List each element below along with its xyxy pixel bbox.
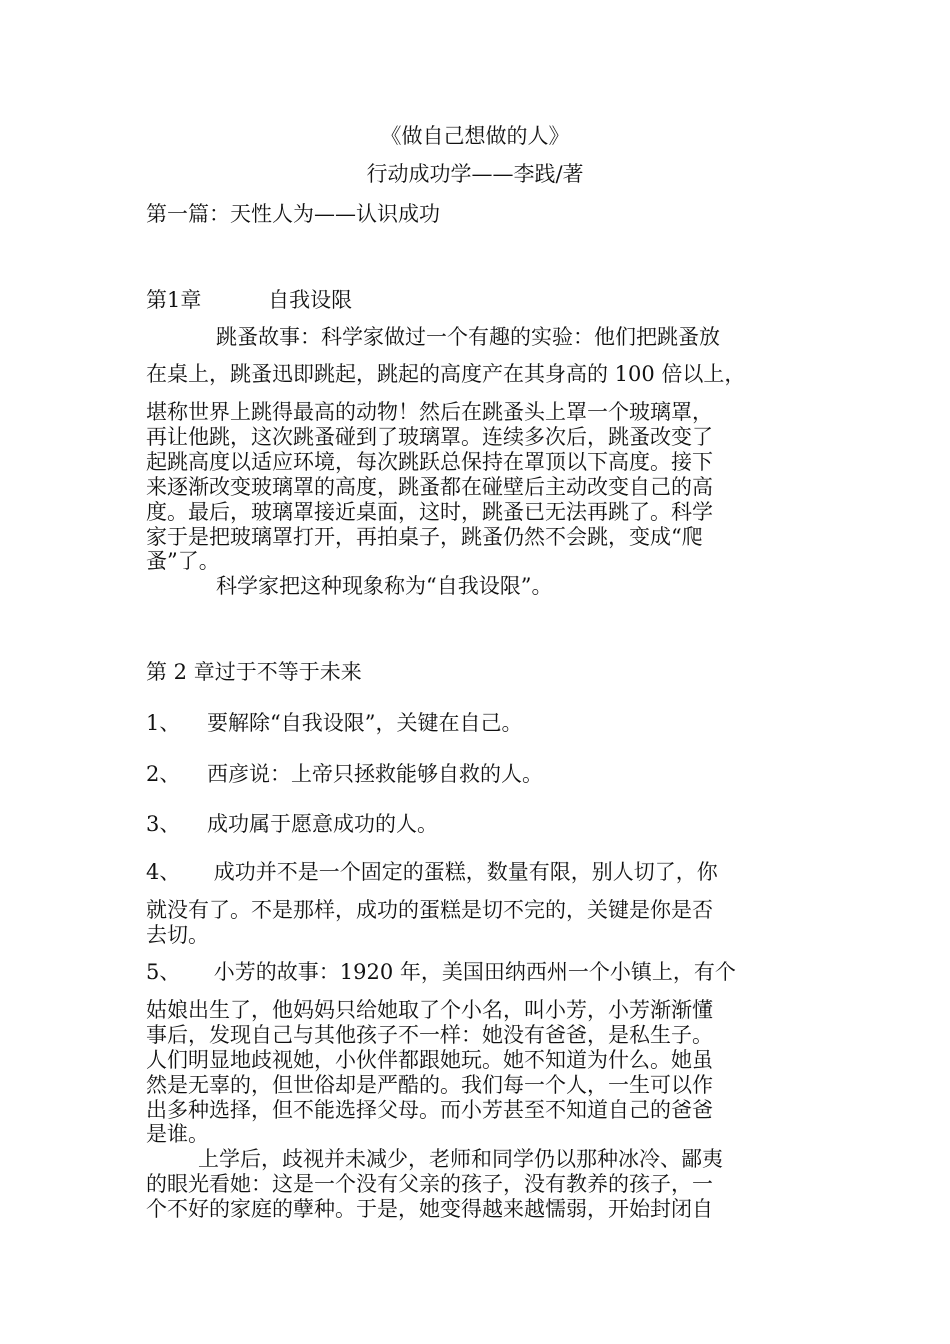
chapter1-story-line: 度。最后，玻璃罩接近桌面，这时，跳蚤已无法再跳了。科学 (146, 500, 713, 524)
list-item-4-line: 去切。 (146, 923, 209, 947)
list-item-5-line: 出多种选择，但不能选择父母。而小芳甚至不知道自己的爸爸 (146, 1098, 713, 1122)
list-item-5-line: 姑娘出生了，他妈妈只给她取了个小名，叫小芳，小芳渐渐懂 (146, 998, 713, 1022)
list-item-2: 2、 西彦说：上帝只拯救能够自救的人。 (146, 762, 544, 786)
list-item-5-line: 事后，发现自己与其他孩子不一样：她没有爸爸，是私生子。 (146, 1023, 713, 1047)
chapter1-story-line: 堪称世界上跳得最高的动物！然后在跳蚤头上罩一个玻璃罩， (146, 400, 713, 424)
school-paragraph-line: 个不好的家庭的孽种。于是，她变得越来越懦弱，开始封闭自 (146, 1197, 713, 1221)
list-item-4-line: 4、 成功并不是一个固定的蛋糕，数量有限，别人切了，你 (146, 860, 718, 884)
chapter1-heading: 第1章 自我设限 (146, 288, 353, 312)
part-heading: 第一篇：天性人为——认识成功 (146, 202, 440, 226)
chapter1-story-line: 在桌上，跳蚤迅即跳起，跳起的高度产在其身高的 100 倍以上， (146, 362, 746, 386)
school-paragraph-line: 上学后，歧视并未减少，老师和同学仍以那种冰冷、鄙夷 (198, 1147, 723, 1171)
list-item-5-line: 5、 小芳的故事：1920 年，美国田纳西州一个小镇上，有个 (146, 960, 736, 984)
chapter1-story-line: 蚤”了。 (146, 549, 220, 573)
list-item-1: 1、 要解除“自我设限”，关键在自己。 (146, 711, 523, 735)
chapter2-heading: 第 2 章过于不等于未来 (146, 660, 362, 684)
list-item-5-line: 然是无辜的，但世俗却是严酷的。我们每一个人，一生可以作 (146, 1073, 713, 1097)
chapter1-story-line: 再让他跳，这次跳蚤碰到了玻璃罩。连续多次后，跳蚤改变了 (146, 425, 713, 449)
list-item-5-line: 人们明显地歧视她，小伙伴都跟她玩。她不知道为什么。她虽 (146, 1048, 713, 1072)
chapter1-conclusion: 科学家把这种现象称为“自我设限”。 (216, 574, 553, 598)
document-title: 《做自己想做的人》 (380, 124, 570, 148)
chapter1-story-line: 家于是把玻璃罩打开，再拍桌子，跳蚤仍然不会跳，变成“爬 (146, 525, 703, 549)
list-item-5-line: 是谁。 (146, 1122, 209, 1146)
list-item-4-line: 就没有了。不是那样，成功的蛋糕是切不完的，关键是你是否 (146, 898, 713, 922)
chapter1-story-line: 跳蚤故事：科学家做过一个有趣的实验：他们把跳蚤放 (216, 325, 720, 349)
list-item-3: 3、 成功属于愿意成功的人。 (146, 812, 439, 836)
school-paragraph-line: 的眼光看她：这是一个没有父亲的孩子，没有教养的孩子，一 (146, 1172, 713, 1196)
chapter1-story-line: 来逐渐改变玻璃罩的高度，跳蚤都在碰壁后主动改变自己的高 (146, 475, 713, 499)
chapter1-story-line: 起跳高度以适应环境，每次跳跃总保持在罩顶以下高度。接下 (146, 450, 713, 474)
document-subtitle: 行动成功学——李践/著 (366, 162, 584, 186)
